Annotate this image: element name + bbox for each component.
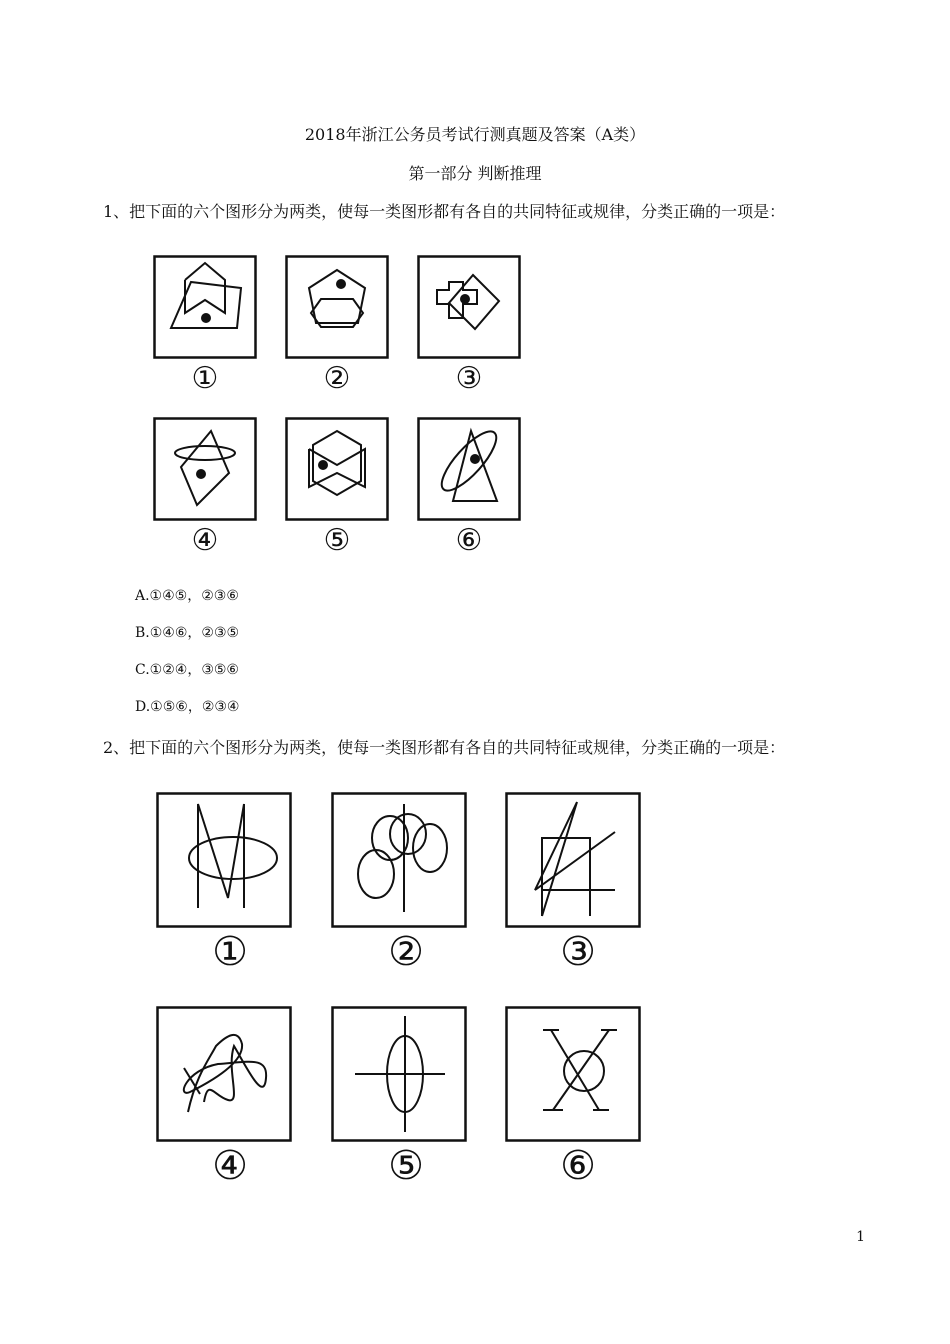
q2-figure-1 <box>156 792 292 928</box>
q1-option-b[interactable]: B.①④⑥，②③⑤ <box>135 625 240 641</box>
section-heading: 第一部分 判断推理 <box>408 164 542 183</box>
q1-figure-5-label: ⑤ <box>323 523 351 558</box>
q2-figure-4 <box>156 1006 292 1142</box>
q1-figure-3 <box>417 255 521 359</box>
question-2-stem: 2、把下面的六个图形分为两类，使每一类图形都有各自的共同特征或规律，分类正确的一项是： <box>103 738 786 757</box>
document-title: 2018年浙江公务员考试行测真题及答案（A类） <box>304 125 646 144</box>
q1-figure-6 <box>417 417 521 521</box>
question-1-stem: 1、把下面的六个图形分为两类，使每一类图形都有各自的共同特征或规律，分类正确的一项是： <box>103 202 786 221</box>
q1-figure-2-label: ② <box>323 361 351 396</box>
q2-figure-6-label: ⑥ <box>560 1143 596 1189</box>
q1-figure-3-label: ③ <box>455 361 483 396</box>
q1-figure-4 <box>153 417 257 521</box>
q1-figure-4-label: ④ <box>191 523 219 558</box>
q2-figure-5-label: ⑤ <box>388 1143 424 1189</box>
q1-figure-2 <box>285 255 389 359</box>
q2-figure-4-label: ④ <box>212 1143 248 1189</box>
page-number: 1 <box>856 1229 865 1245</box>
q2-figure-2 <box>331 792 467 928</box>
q1-option-a[interactable]: A.①④⑤，②③⑥ <box>135 588 239 604</box>
q2-figure-6 <box>505 1006 641 1142</box>
q2-figure-5 <box>331 1006 467 1142</box>
q1-figure-1 <box>153 255 257 359</box>
q2-figure-3-label: ③ <box>560 929 596 975</box>
q1-option-c[interactable]: C.①②④，③⑤⑥ <box>135 662 239 678</box>
q2-figure-2-label: ② <box>388 929 424 975</box>
q2-figure-3 <box>505 792 641 928</box>
q1-option-d[interactable]: D.①⑤⑥，②③④ <box>135 699 240 715</box>
q2-figure-1-label: ① <box>212 929 248 975</box>
q1-figure-6-label: ⑥ <box>455 523 483 558</box>
q1-figure-1-label: ① <box>191 361 219 396</box>
q1-figure-5 <box>285 417 389 521</box>
